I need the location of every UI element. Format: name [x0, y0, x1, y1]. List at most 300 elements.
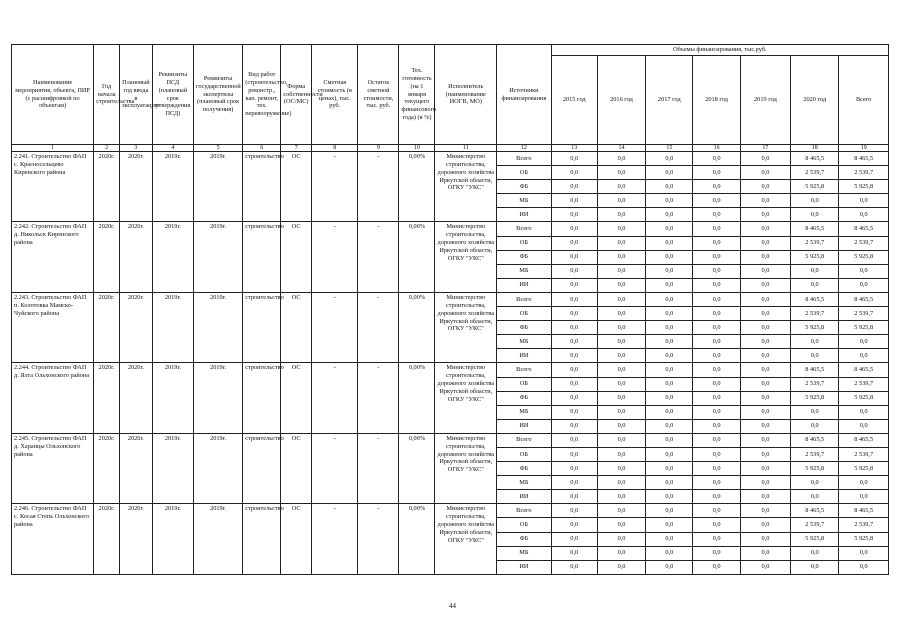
- header-year-2: 2017 год: [646, 56, 693, 145]
- funding-value: 0,0: [740, 335, 790, 349]
- funding-value: 0,0: [693, 152, 740, 166]
- funding-value: 0,0: [646, 377, 693, 391]
- funding-value: 0,0: [740, 405, 790, 419]
- start-year: 2020г.: [94, 363, 120, 433]
- funding-value: 0,0: [693, 504, 740, 518]
- funding-source: МБ: [497, 335, 551, 349]
- funding-value: 0,0: [646, 419, 693, 433]
- readiness: 0,00%: [399, 504, 435, 574]
- funding-source: Всего: [497, 152, 551, 166]
- funding-value: 0,0: [597, 419, 645, 433]
- funding-value: 0,0: [551, 504, 597, 518]
- funding-value: 0,0: [839, 560, 889, 574]
- remaining-cost: -: [358, 363, 399, 433]
- column-number: 9: [358, 145, 399, 152]
- financing-table: [11, 44, 889, 575]
- funding-value: 0,0: [693, 377, 740, 391]
- funding-value: 0,0: [693, 433, 740, 447]
- funding-value: 0,0: [551, 532, 597, 546]
- funding-value: 0,0: [551, 419, 597, 433]
- header-estimated-cost: Сметная стоимость (в ценах), тыс. руб.: [312, 45, 358, 145]
- funding-value: 0,0: [839, 349, 889, 363]
- funding-value: 0,0: [740, 278, 790, 292]
- funding-value: 0,0: [740, 433, 790, 447]
- funding-source: ИИ: [497, 208, 551, 222]
- psd-year: 2019г.: [152, 433, 193, 503]
- funding-value: 0,0: [740, 152, 790, 166]
- funding-value: 0,0: [551, 236, 597, 250]
- table-row: [12, 222, 889, 236]
- header-psd: Реквизиты ПСД (плановый срок утверждения ПСД): [152, 45, 193, 145]
- funding-value: 5 925,8: [839, 180, 889, 194]
- funding-value: 0,0: [597, 194, 645, 208]
- estimated-cost: -: [312, 363, 358, 433]
- funding-value: 0,0: [740, 490, 790, 504]
- funding-value: 0,0: [740, 447, 790, 461]
- funding-source: ФБ: [497, 462, 551, 476]
- funding-value: 0,0: [839, 476, 889, 490]
- funding-value: 0,0: [597, 433, 645, 447]
- funding-value: 0,0: [791, 405, 839, 419]
- header-commission-year: Плановый год ввода в эксплуатацию: [119, 45, 152, 145]
- funding-value: 0,0: [597, 180, 645, 194]
- commission-year: 2020г.: [119, 292, 152, 362]
- funding-value: 0,0: [551, 292, 597, 306]
- funding-value: 0,0: [693, 236, 740, 250]
- header-year-6: Всего: [839, 56, 889, 145]
- funding-value: 0,0: [791, 546, 839, 560]
- executor: Министерство строительства, дорожного хозяйства Иркутской области, ОГКУ "УКС": [435, 152, 497, 222]
- funding-value: 0,0: [740, 546, 790, 560]
- funding-value: 5 925,8: [839, 321, 889, 335]
- start-year: 2020г.: [94, 292, 120, 362]
- column-number: 17: [740, 145, 790, 152]
- estimated-cost: -: [312, 292, 358, 362]
- funding-source: МБ: [497, 194, 551, 208]
- funding-value: 0,0: [551, 208, 597, 222]
- funding-value: 8 465,5: [791, 292, 839, 306]
- funding-value: 0,0: [597, 447, 645, 461]
- funding-value: 0,0: [740, 292, 790, 306]
- ownership: ОС: [281, 363, 312, 433]
- remaining-cost: -: [358, 433, 399, 503]
- funding-value: 0,0: [551, 405, 597, 419]
- funding-source: ОБ: [497, 166, 551, 180]
- funding-value: 0,0: [551, 433, 597, 447]
- funding-value: 0,0: [551, 518, 597, 532]
- funding-value: 0,0: [597, 321, 645, 335]
- header-work-type: Вид работ (строительство, реконстр., кап. ремонт, тех. перевооружение): [243, 45, 281, 145]
- funding-value: 0,0: [693, 166, 740, 180]
- funding-value: 0,0: [839, 335, 889, 349]
- funding-value: 0,0: [693, 490, 740, 504]
- commission-year: 2020г.: [119, 222, 152, 292]
- funding-value: 0,0: [597, 546, 645, 560]
- executor: Министерство строительства, дорожного хозяйства Иркутской области, ОГКУ "УКС": [435, 504, 497, 574]
- funding-value: 0,0: [597, 250, 645, 264]
- funding-value: 0,0: [646, 447, 693, 461]
- column-number: 2: [94, 145, 120, 152]
- funding-value: 0,0: [646, 518, 693, 532]
- funding-value: 0,0: [597, 349, 645, 363]
- remaining-cost: -: [358, 152, 399, 222]
- funding-value: 0,0: [646, 490, 693, 504]
- funding-source: Всего: [497, 292, 551, 306]
- header-executor: Исполнитель (наименование ИОГВ, МО): [435, 45, 497, 145]
- funding-value: 0,0: [693, 264, 740, 278]
- funding-value: 0,0: [693, 363, 740, 377]
- funding-value: 0,0: [839, 405, 889, 419]
- readiness: 0,00%: [399, 363, 435, 433]
- funding-value: 2 539,7: [791, 377, 839, 391]
- funding-source: ИИ: [497, 560, 551, 574]
- funding-value: 0,0: [551, 166, 597, 180]
- funding-value: 0,0: [551, 560, 597, 574]
- funding-value: 0,0: [597, 264, 645, 278]
- funding-source: Всего: [497, 222, 551, 236]
- funding-source: ОБ: [497, 236, 551, 250]
- funding-value: 2 539,7: [791, 447, 839, 461]
- funding-value: 0,0: [551, 321, 597, 335]
- funding-value: 0,0: [551, 307, 597, 321]
- funding-value: 0,0: [597, 222, 645, 236]
- expertise-year: 2019г.: [193, 222, 242, 292]
- funding-value: 5 925,8: [791, 391, 839, 405]
- funding-value: 2 539,7: [791, 236, 839, 250]
- header-year-4: 2019 год: [740, 56, 790, 145]
- psd-year: 2019г.: [152, 222, 193, 292]
- funding-value: 0,0: [839, 419, 889, 433]
- column-number: 10: [399, 145, 435, 152]
- funding-value: 5 925,8: [791, 532, 839, 546]
- funding-value: 0,0: [693, 447, 740, 461]
- funding-value: 0,0: [740, 250, 790, 264]
- funding-value: 0,0: [740, 377, 790, 391]
- readiness: 0,00%: [399, 222, 435, 292]
- column-number: 6: [243, 145, 281, 152]
- column-number: 3: [119, 145, 152, 152]
- funding-value: 0,0: [597, 504, 645, 518]
- funding-value: 0,0: [740, 264, 790, 278]
- funding-value: 0,0: [693, 462, 740, 476]
- funding-value: 0,0: [740, 349, 790, 363]
- funding-value: 0,0: [646, 292, 693, 306]
- funding-value: 0,0: [839, 264, 889, 278]
- funding-value: 0,0: [646, 208, 693, 222]
- work-type: строительство: [243, 363, 281, 433]
- commission-year: 2020г.: [119, 433, 152, 503]
- funding-value: 0,0: [839, 546, 889, 560]
- ownership: ОС: [281, 292, 312, 362]
- funding-value: 0,0: [551, 194, 597, 208]
- funding-source: ОБ: [497, 307, 551, 321]
- funding-value: 0,0: [646, 222, 693, 236]
- funding-value: 0,0: [693, 307, 740, 321]
- start-year: 2020г.: [94, 504, 120, 574]
- project-name: 2.242. Строительство ФАП д. Никольск Киренского района: [12, 222, 94, 292]
- header-year-5: 2020 год: [791, 56, 839, 145]
- project-name: 2.246. Строительство ФАП с. Косая Степь Ольхонского района: [12, 504, 94, 574]
- funding-value: 0,0: [646, 504, 693, 518]
- funding-value: 0,0: [693, 250, 740, 264]
- table-row: [12, 152, 889, 166]
- funding-value: 0,0: [646, 166, 693, 180]
- funding-value: 0,0: [646, 278, 693, 292]
- funding-value: 0,0: [646, 476, 693, 490]
- funding-source: Всего: [497, 363, 551, 377]
- funding-value: 8 465,5: [791, 152, 839, 166]
- funding-source: МБ: [497, 264, 551, 278]
- commission-year: 2020г.: [119, 504, 152, 574]
- funding-value: 0,0: [791, 335, 839, 349]
- funding-value: 0,0: [597, 236, 645, 250]
- start-year: 2020г.: [94, 222, 120, 292]
- funding-value: 0,0: [551, 363, 597, 377]
- header-expertise: Реквизиты государственной экспертизы (плановый срок получения): [193, 45, 242, 145]
- page-number: 44: [449, 602, 456, 610]
- funding-value: 0,0: [551, 152, 597, 166]
- funding-value: 0,0: [597, 208, 645, 222]
- funding-source: ОБ: [497, 518, 551, 532]
- commission-year: 2020г.: [119, 152, 152, 222]
- commission-year: 2020г.: [119, 363, 152, 433]
- psd-year: 2019г.: [152, 504, 193, 574]
- column-number: 4: [152, 145, 193, 152]
- funding-value: 0,0: [646, 546, 693, 560]
- funding-value: 0,0: [839, 208, 889, 222]
- funding-value: 0,0: [597, 462, 645, 476]
- column-number: 7: [281, 145, 312, 152]
- remaining-cost: -: [358, 292, 399, 362]
- funding-value: 0,0: [551, 476, 597, 490]
- column-number: 15: [646, 145, 693, 152]
- funding-value: 0,0: [646, 391, 693, 405]
- executor: Министерство строительства, дорожного хозяйства Иркутской области, ОГКУ "УКС": [435, 433, 497, 503]
- funding-value: 0,0: [740, 166, 790, 180]
- funding-source: ИИ: [497, 419, 551, 433]
- funding-value: 0,0: [646, 363, 693, 377]
- funding-value: 0,0: [693, 419, 740, 433]
- funding-value: 0,0: [551, 278, 597, 292]
- funding-value: 0,0: [740, 194, 790, 208]
- funding-value: 0,0: [693, 532, 740, 546]
- funding-value: 0,0: [693, 278, 740, 292]
- funding-value: 2 539,7: [839, 236, 889, 250]
- funding-value: 0,0: [740, 222, 790, 236]
- remaining-cost: -: [358, 222, 399, 292]
- funding-value: 0,0: [791, 490, 839, 504]
- funding-source: ИИ: [497, 278, 551, 292]
- project-name: 2.243. Строительство ФАП п. Колотовка Мамско-Чуйского района: [12, 292, 94, 362]
- funding-value: 0,0: [740, 180, 790, 194]
- funding-value: 0,0: [551, 546, 597, 560]
- funding-value: 2 539,7: [791, 518, 839, 532]
- column-number: 11: [435, 145, 497, 152]
- funding-value: 5 925,8: [791, 180, 839, 194]
- funding-value: 0,0: [597, 391, 645, 405]
- executor: Министерство строительства, дорожного хозяйства Иркутской области, ОГКУ "УКС": [435, 292, 497, 362]
- expertise-year: 2019г.: [193, 504, 242, 574]
- header-year-0: 2015 год: [551, 56, 597, 145]
- funding-value: 5 925,8: [791, 250, 839, 264]
- funding-source: ФБ: [497, 321, 551, 335]
- funding-source: Всего: [497, 504, 551, 518]
- ownership: ОС: [281, 222, 312, 292]
- funding-value: 8 465,5: [791, 433, 839, 447]
- funding-value: 0,0: [791, 560, 839, 574]
- funding-source: Всего: [497, 433, 551, 447]
- funding-value: 0,0: [839, 490, 889, 504]
- column-number: 14: [597, 145, 645, 152]
- ownership: ОС: [281, 152, 312, 222]
- funding-value: 0,0: [791, 208, 839, 222]
- executor: Министерство строительства, дорожного хозяйства Иркутской области, ОГКУ "УКС": [435, 222, 497, 292]
- header-start-year: Год начала строительства: [94, 45, 120, 145]
- funding-value: 0,0: [740, 391, 790, 405]
- funding-value: 0,0: [693, 292, 740, 306]
- funding-value: 0,0: [740, 532, 790, 546]
- expertise-year: 2019г.: [193, 152, 242, 222]
- header-year-3: 2018 год: [693, 56, 740, 145]
- funding-value: 0,0: [646, 194, 693, 208]
- funding-value: 0,0: [740, 419, 790, 433]
- funding-value: 5 925,8: [839, 250, 889, 264]
- funding-value: 0,0: [646, 152, 693, 166]
- funding-value: 0,0: [791, 194, 839, 208]
- work-type: строительство: [243, 222, 281, 292]
- funding-value: 0,0: [693, 560, 740, 574]
- funding-value: 8 465,5: [839, 504, 889, 518]
- funding-value: 0,0: [597, 476, 645, 490]
- funding-value: 5 925,8: [839, 391, 889, 405]
- funding-value: 0,0: [646, 349, 693, 363]
- funding-value: 2 539,7: [791, 307, 839, 321]
- funding-value: 0,0: [693, 546, 740, 560]
- funding-value: 0,0: [740, 518, 790, 532]
- funding-value: 8 465,5: [791, 504, 839, 518]
- funding-value: 0,0: [597, 278, 645, 292]
- funding-value: 8 465,5: [791, 363, 839, 377]
- funding-value: 0,0: [597, 518, 645, 532]
- funding-value: 0,0: [740, 307, 790, 321]
- funding-value: 0,0: [551, 180, 597, 194]
- funding-value: 8 465,5: [839, 433, 889, 447]
- funding-value: 2 539,7: [839, 518, 889, 532]
- funding-value: 5 925,8: [791, 462, 839, 476]
- funding-value: 0,0: [693, 476, 740, 490]
- funding-value: 0,0: [740, 462, 790, 476]
- funding-value: 0,0: [597, 335, 645, 349]
- column-number: 13: [551, 145, 597, 152]
- funding-value: 0,0: [551, 490, 597, 504]
- work-type: строительство: [243, 504, 281, 574]
- funding-value: 0,0: [646, 560, 693, 574]
- funding-source: ИИ: [497, 349, 551, 363]
- header-readiness: Тех. готовность (на 1 января текущего финансового года) (в %): [399, 45, 435, 145]
- funding-value: 0,0: [646, 236, 693, 250]
- header-funding-volumes: Объемы финансирования, тыс.руб.: [551, 45, 888, 56]
- funding-value: 2 539,7: [839, 307, 889, 321]
- funding-source: ФБ: [497, 180, 551, 194]
- funding-value: 2 539,7: [791, 166, 839, 180]
- funding-source: МБ: [497, 476, 551, 490]
- funding-value: 0,0: [646, 180, 693, 194]
- funding-value: 0,0: [693, 222, 740, 236]
- funding-value: 0,0: [597, 166, 645, 180]
- column-number: 19: [839, 145, 889, 152]
- column-number: 18: [791, 145, 839, 152]
- funding-value: 5 925,8: [839, 532, 889, 546]
- funding-value: 0,0: [839, 194, 889, 208]
- column-number: 5: [193, 145, 242, 152]
- funding-value: 0,0: [597, 377, 645, 391]
- funding-value: 0,0: [646, 250, 693, 264]
- funding-value: 0,0: [646, 321, 693, 335]
- header-funding-source: Источники финансирования: [497, 45, 551, 145]
- funding-value: 0,0: [693, 391, 740, 405]
- funding-value: 0,0: [791, 349, 839, 363]
- funding-value: 0,0: [740, 321, 790, 335]
- estimated-cost: -: [312, 222, 358, 292]
- table-row: [12, 433, 889, 447]
- funding-value: 0,0: [646, 307, 693, 321]
- funding-value: 0,0: [646, 335, 693, 349]
- funding-value: 0,0: [693, 518, 740, 532]
- funding-value: 0,0: [646, 462, 693, 476]
- funding-value: 0,0: [693, 349, 740, 363]
- funding-value: 0,0: [693, 208, 740, 222]
- estimated-cost: -: [312, 152, 358, 222]
- funding-value: 0,0: [693, 194, 740, 208]
- funding-value: 0,0: [551, 462, 597, 476]
- funding-source: ФБ: [497, 250, 551, 264]
- funding-value: 2 539,7: [839, 166, 889, 180]
- funding-value: 0,0: [740, 363, 790, 377]
- funding-value: 0,0: [791, 476, 839, 490]
- funding-value: 0,0: [740, 236, 790, 250]
- table-row: [12, 363, 889, 377]
- funding-value: 0,0: [597, 363, 645, 377]
- funding-value: 5 925,8: [839, 462, 889, 476]
- funding-value: 0,0: [646, 532, 693, 546]
- funding-source: ИИ: [497, 490, 551, 504]
- funding-value: 0,0: [740, 560, 790, 574]
- funding-value: 0,0: [646, 264, 693, 278]
- funding-value: 0,0: [551, 377, 597, 391]
- psd-year: 2019г.: [152, 363, 193, 433]
- funding-source: ФБ: [497, 391, 551, 405]
- work-type: строительство: [243, 152, 281, 222]
- funding-value: 2 539,7: [839, 447, 889, 461]
- funding-value: 0,0: [597, 560, 645, 574]
- work-type: строительство: [243, 433, 281, 503]
- funding-source: ОБ: [497, 447, 551, 461]
- funding-value: 8 465,5: [839, 222, 889, 236]
- funding-value: 0,0: [551, 335, 597, 349]
- funding-value: 0,0: [740, 208, 790, 222]
- column-number: 8: [312, 145, 358, 152]
- funding-value: 0,0: [646, 405, 693, 419]
- funding-value: 0,0: [791, 278, 839, 292]
- estimated-cost: -: [312, 504, 358, 574]
- header-remaining-cost: Остаток сметной стоимости, тыс. руб.: [358, 45, 399, 145]
- ownership: ОС: [281, 433, 312, 503]
- table-row: [12, 504, 889, 518]
- ownership: ОС: [281, 504, 312, 574]
- psd-year: 2019г.: [152, 152, 193, 222]
- expertise-year: 2019г.: [193, 433, 242, 503]
- funding-value: 0,0: [551, 222, 597, 236]
